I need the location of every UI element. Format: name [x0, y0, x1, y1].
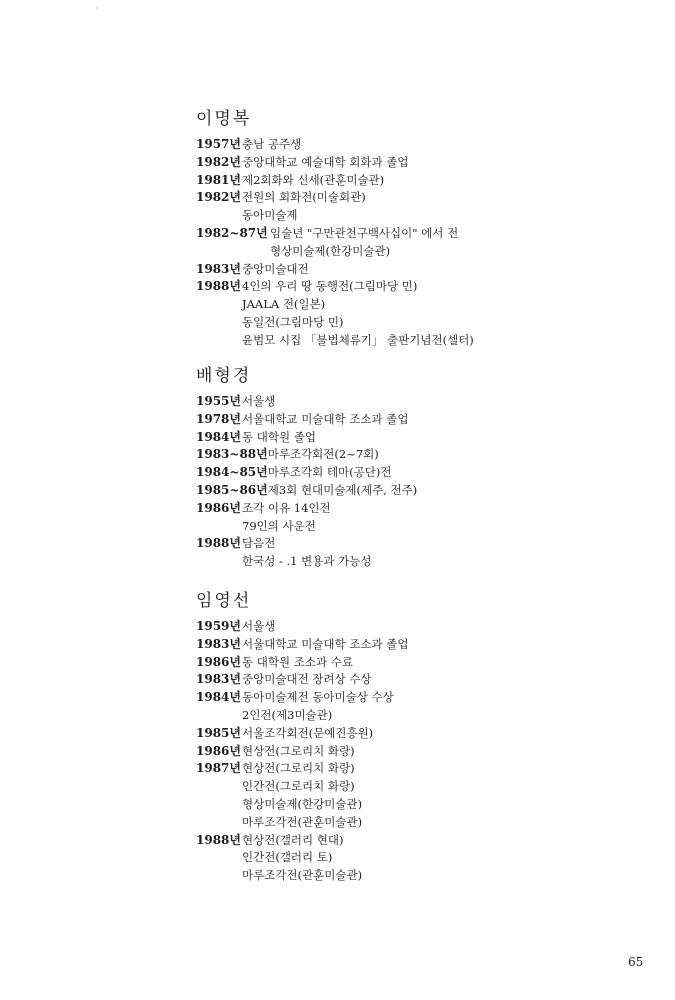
biography-entry: [196, 393, 616, 411]
artist-section-im-yeongseon: [196, 590, 616, 885]
entry-year: 1981년: [196, 172, 241, 187]
entry-year: [196, 243, 242, 261]
biography-entry: [196, 778, 616, 796]
biography-entry: [196, 725, 616, 743]
biography-list: [196, 393, 616, 571]
biography-entry: [196, 636, 616, 654]
biography-entry: [196, 671, 616, 689]
artist-section-bae-hyeonggyeong: [196, 365, 616, 571]
entry-year: 1984년: [196, 429, 241, 444]
entry-year: 1957년: [196, 137, 241, 151]
biography-entry: [196, 535, 616, 553]
entry-text: 마루조각회 테마(공단)전: [267, 465, 392, 480]
biography-entry: [196, 189, 616, 207]
entry-text: 동아미술제전 동아미술상 수상: [242, 690, 394, 705]
entry-year: 1982년: [196, 154, 241, 169]
biography-entry: [196, 707, 616, 725]
entry-text: 마루조각회전(2~7회): [267, 447, 379, 462]
entry-year: 1985~86년: [196, 482, 268, 497]
entry-text: 현상전(그로리치 화랑): [242, 743, 355, 758]
entry-text: 윤범모 시집 「불법체류기」 출판기념전(셀터): [242, 332, 474, 347]
entry-year: [196, 867, 242, 885]
biography-entry: [196, 411, 616, 429]
entry-year: 1959년: [196, 619, 241, 633]
entry-text: 임술년 "구만관천구백사십이" 에서 전: [270, 225, 459, 240]
entry-text: 담음전: [242, 536, 276, 551]
biography-entry: [196, 278, 616, 296]
entry-year: 1986년: [196, 743, 241, 758]
artist-name: 임영선: [196, 591, 252, 611]
biography-entry: [196, 553, 616, 571]
entry-text: JAALA 전(일본): [242, 297, 326, 312]
entry-year: [196, 332, 242, 350]
biography-entry: [196, 518, 616, 536]
entry-text: 서울대학교 미술대학 조소과 졸업: [242, 636, 409, 651]
entry-text: 조각 이유 14인전: [242, 500, 331, 515]
biography-entry: [196, 814, 616, 832]
entry-text: 동일전(그림마당 민): [242, 314, 344, 329]
page-mark: ·: [96, 4, 99, 13]
entry-text: 충남 공주생: [242, 137, 302, 151]
biography-entry: [196, 689, 616, 707]
entry-year: [196, 296, 242, 314]
entry-text: 마루조각전(관훈미술관): [242, 814, 363, 829]
biography-entry: [196, 314, 616, 332]
biography-entry: [196, 482, 616, 500]
entry-year: 1985년: [196, 725, 241, 740]
entry-text: 제2회화와 신세(관훈미술관): [242, 172, 385, 187]
entry-text: 서울대학교 미술대학 조소과 졸업: [242, 411, 409, 426]
entry-text: 서울생: [242, 619, 276, 633]
biography-entry: [196, 867, 616, 885]
biography-entry: [196, 832, 616, 850]
entry-text: 2인전(제3미술관): [242, 707, 333, 722]
biography-entry: [196, 172, 616, 190]
biography-entry: [196, 796, 616, 814]
biography-entry: [196, 464, 616, 482]
biography-entry: [196, 207, 616, 225]
entry-year: 1986년: [196, 500, 241, 515]
artist-section-lee-myeongbok: [196, 108, 616, 350]
entry-year: [196, 553, 242, 571]
entry-text: 서울생: [242, 394, 276, 408]
entry-text: 동 대학원 조소과 수료: [242, 654, 353, 669]
entry-year: 1978년: [196, 411, 241, 426]
biography-entry: [196, 261, 616, 279]
entry-text: 마루조각전(관훈미술관): [242, 868, 363, 883]
entry-year: 1986년: [196, 654, 241, 669]
entry-year: [196, 314, 242, 332]
biography-list: [196, 136, 616, 350]
entry-year: 1988년: [196, 279, 241, 294]
biography-entry: [196, 446, 616, 464]
entry-text: 한국성 - .1 변용과 가능성: [242, 554, 372, 569]
entry-text: 4인의 우리 땅 동행전(그림마당 민): [242, 279, 418, 294]
entry-text: 인간전(갤러리 토): [242, 850, 333, 865]
entry-year: [196, 207, 242, 225]
entry-text: 제3회 현대미술제(제주, 전주): [267, 482, 418, 497]
entry-year: 1982년: [196, 190, 241, 205]
entry-text: 79인의 사운전: [242, 518, 316, 533]
entry-text: 중앙대학교 예술대학 회화과 졸업: [242, 154, 409, 169]
entry-year: 1983년: [196, 261, 241, 276]
entry-year: 1955년: [196, 394, 241, 408]
entry-year: [196, 796, 242, 814]
biography-entry: [196, 618, 616, 636]
biography-entry: [196, 225, 616, 243]
artist-name: 배형경: [196, 366, 252, 386]
biography-entry: [196, 332, 616, 350]
entry-year: 1988년: [196, 536, 241, 551]
biography-entry: [196, 654, 616, 672]
entry-text: 중앙미술대전: [242, 261, 309, 276]
entry-year: 1984~85년: [196, 465, 268, 480]
artist-name: 이명복: [196, 109, 252, 129]
entry-text: 서울조각회전(문예진흥원): [242, 725, 374, 740]
entry-year: [196, 778, 242, 796]
entry-year: [196, 518, 242, 536]
entry-text: 현상전(갤러리 현대): [242, 832, 344, 847]
entry-year: 1984년: [196, 690, 241, 705]
biography-entry: [196, 500, 616, 518]
biography-list: [196, 618, 616, 885]
biography-entry: [196, 760, 616, 778]
entry-year: [196, 849, 242, 867]
biography-entry: [196, 154, 616, 172]
entry-year: [196, 814, 242, 832]
entry-text: 동아미술제: [242, 208, 298, 223]
entry-text: 동 대학원 졸업: [242, 429, 316, 444]
biography-entry: [196, 849, 616, 867]
entry-year: 1982~87년: [196, 225, 268, 240]
entry-text: 형상미술제(한강미술관): [242, 796, 363, 811]
entry-year: [196, 707, 242, 725]
entry-year: 1988년: [196, 832, 241, 847]
entry-year: 1987년: [196, 761, 241, 776]
biography-entry: [196, 136, 616, 154]
biography-entry: [196, 296, 616, 314]
entry-year: 1983~88년: [196, 447, 268, 462]
biography-entry: [196, 429, 616, 447]
entry-year: 1983년: [196, 636, 241, 651]
entry-text: 인간전(그로리치 화랑): [242, 779, 355, 794]
page-number: 65: [628, 955, 644, 969]
entry-text: 형상미술제(한강미술관): [270, 243, 391, 258]
entry-text: 현상전(그로리치 화랑): [242, 761, 355, 776]
entry-text: 전원의 회화전(미술회관): [242, 190, 366, 205]
entry-year: 1983년: [196, 672, 241, 687]
biography-entry: [196, 743, 616, 761]
biography-entry: [196, 243, 616, 261]
entry-text: 중앙미술대전 장려상 수상: [242, 672, 372, 687]
